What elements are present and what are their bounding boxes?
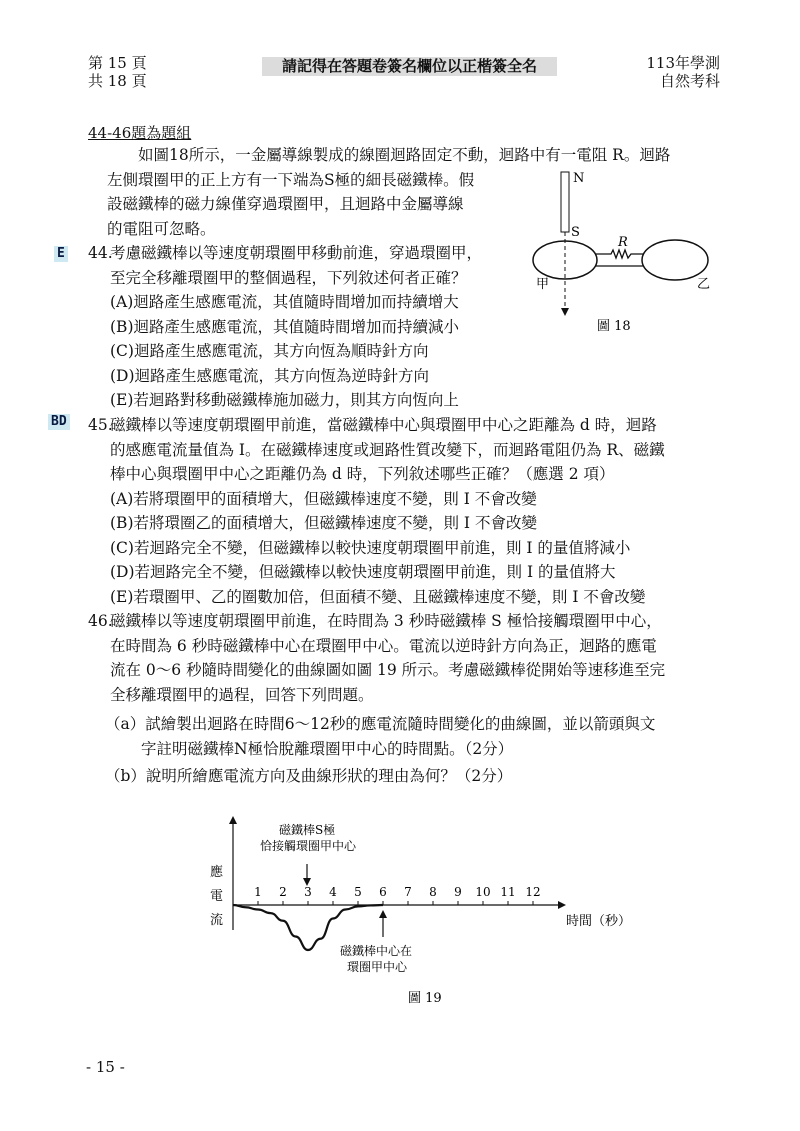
stem-line: 磁鐵棒以等速度朝環圈甲前進，當磁鐵棒中心與環圈甲中心之距離為 d 時，迴路 bbox=[110, 416, 657, 434]
stem-line: 磁鐵棒以等速度朝環圈甲前進，在時間為 3 秒時磁鐵棒 S 極恰接觸環圈甲中心， bbox=[110, 612, 662, 630]
x-tick-label: 7 bbox=[404, 885, 412, 899]
annot-top-line1: 磁鐵棒S極 bbox=[279, 823, 336, 837]
page-indicator bbox=[88, 54, 147, 90]
x-tick-label: 9 bbox=[454, 885, 462, 899]
question-46-part-a bbox=[105, 712, 730, 761]
option-b: (B)迴路產生感應電流，其值隨時間增加而持續減小 bbox=[110, 317, 459, 336]
exam-subject: 自然考科 bbox=[659, 72, 720, 90]
stem-line: 棒中心與環圈甲中心之距離仍為 d 時，下列敘述哪些正確？（應選 2 項） bbox=[110, 465, 615, 483]
loop-jia-label: 甲 bbox=[536, 277, 550, 292]
option-e: (E)若迴路對移動磁鐵棒施加磁力，則其方向恆向上 bbox=[110, 391, 459, 409]
options-list bbox=[88, 487, 728, 610]
page-number: - 15 - bbox=[86, 1058, 125, 1076]
options-list bbox=[88, 290, 508, 413]
signature-reminder: 請記得在答題卷簽名欄位以正楷簽全名 bbox=[262, 57, 557, 76]
x-tick-label: 3 bbox=[304, 885, 312, 899]
x-tick-label: 8 bbox=[429, 885, 437, 899]
option-c: (C)若迴路完全不變，但磁鐵棒以較快速度朝環圈甲前進，則 I 的量值將減小 bbox=[110, 538, 631, 557]
x-tick-label: 10 bbox=[475, 885, 491, 899]
question-46-part-b bbox=[105, 764, 730, 789]
x-tick-labels bbox=[254, 885, 540, 905]
question-44 bbox=[88, 241, 508, 413]
y-axis-label-char: 流 bbox=[210, 913, 224, 928]
option-d: (D)若迴路完全不變，但磁鐵棒以較快速度朝環圈甲前進，則 I 的量值將大 bbox=[110, 563, 616, 581]
loop-yi bbox=[642, 240, 708, 280]
option-a: (A)若將環圈甲的面積增大，但磁鐵棒速度不變，則 I 不會改變 bbox=[110, 489, 537, 508]
x-tick-label: 2 bbox=[279, 885, 287, 899]
intro-line: 的電阻可忽略。 bbox=[107, 219, 216, 238]
question-stem bbox=[88, 413, 728, 487]
question-number: 46. bbox=[88, 612, 113, 630]
annot-top-line2: 恰接觸環圈甲中心 bbox=[260, 839, 357, 853]
x-tick-label: 4 bbox=[329, 885, 337, 899]
question-stem bbox=[88, 241, 508, 290]
option-a: (A)迴路產生感應電流，其值隨時間增加而持續增大 bbox=[110, 293, 459, 311]
option-b: (B)若將環圈乙的面積增大，但磁鐵棒速度不變，則 I 不會改變 bbox=[110, 514, 537, 532]
annot-bottom-line1: 磁鐵棒中心在 bbox=[340, 944, 413, 958]
x-tick-label: 12 bbox=[525, 885, 541, 899]
y-axis-label-char: 應 bbox=[210, 865, 224, 880]
magnet-bar bbox=[561, 172, 569, 232]
figure-19-caption: 圖 19 bbox=[408, 991, 442, 1006]
x-axis-arrow-icon bbox=[558, 901, 566, 909]
stem-line: 流在 0～6 秒隨時間變化的曲線圖如圖 19 所示。考慮磁鐵棒從開始等速移進至完 bbox=[110, 661, 666, 679]
x-tick-label: 11 bbox=[500, 885, 516, 899]
option-c: (C)迴路產生感應電流，其方向恆為順時針方向 bbox=[110, 342, 429, 360]
option-d: (D)迴路產生感應電流，其方向恆為逆時針方向 bbox=[110, 366, 430, 385]
answer-badge-45: BD bbox=[48, 414, 70, 430]
group-label: 44-46題為題組 bbox=[88, 124, 192, 142]
x-axis-label: 時間（秒） bbox=[566, 914, 632, 929]
resistor-label: R bbox=[618, 235, 628, 250]
stem-line: 至完全移離環圈甲的整個過程，下列敘述何者正確？ bbox=[110, 268, 467, 287]
answer-badge-44: E bbox=[54, 246, 68, 262]
question-number: 44. bbox=[88, 244, 113, 262]
stem-line: 考慮磁鐵棒以等速度朝環圈甲移動前進，穿過環圈甲， bbox=[110, 244, 483, 262]
part-a-line: （a）試繪製出迴路在時間6～12秒的應電流隨時間變化的曲線圖，並以箭頭與文 bbox=[105, 715, 656, 733]
stem-line: 的感應電流量值為 I。在磁鐵棒速度或迴路性質改變下，而迴路電阻仍為 R、磁鐵 bbox=[110, 440, 665, 459]
exam-year: 113年學測 bbox=[646, 54, 720, 72]
part-a-line: 字註明磁鐵棒N極恰脫離環圈甲中心的時間點。（2分） bbox=[141, 739, 514, 758]
question-number: 45. bbox=[88, 416, 113, 434]
intro-line: 如圖18所示，一金屬導線製成的線圈迴路固定不動，迴路中有一電阻 R。迴路 bbox=[138, 146, 671, 164]
figure-18-caption: 圖 18 bbox=[597, 319, 631, 334]
stem-line: 在時間為 6 秒時磁鐵棒中心在環圈甲中心。電流以逆時針方向為正，迴路的應電 bbox=[110, 636, 657, 655]
figure-18 bbox=[525, 168, 725, 338]
question-45 bbox=[88, 413, 728, 609]
annot-bottom-line2: 環圈甲中心 bbox=[347, 960, 408, 974]
x-tick-label: 1 bbox=[254, 885, 262, 899]
x-tick-label: 5 bbox=[354, 885, 362, 899]
question-46 bbox=[88, 609, 728, 707]
magnet-s-label: S bbox=[571, 225, 580, 240]
exam-indicator bbox=[646, 54, 720, 90]
magnet-n-label: N bbox=[573, 171, 585, 186]
x-tick-label: 6 bbox=[379, 885, 387, 899]
question-stem bbox=[88, 609, 728, 707]
stem-line: 全移離環圈甲的過程，回答下列問題。 bbox=[110, 685, 374, 704]
up-arrow-icon bbox=[379, 910, 387, 918]
page-total: 共 18 頁 bbox=[88, 72, 147, 90]
figure-19 bbox=[200, 812, 650, 1012]
connector-wire bbox=[595, 250, 643, 266]
page-current: 第 15 頁 bbox=[88, 54, 147, 72]
intro-line: 左側環圈甲的正上方有一下端為S極的細長磁鐵棒。假 bbox=[107, 170, 475, 189]
part-b-line: （b）說明所繪應電流方向及曲線形狀的理由為何？（2分） bbox=[105, 767, 513, 785]
y-axis-label-char: 電 bbox=[210, 889, 224, 904]
option-e: (E)若環圈甲、乙的圈數加倍，但面積不變、且磁鐵棒速度不變，則 I 不會改變 bbox=[110, 587, 646, 606]
down-arrow-icon bbox=[561, 308, 569, 316]
loop-yi-label: 乙 bbox=[697, 277, 711, 292]
intro-line: 設磁鐵棒的磁力線僅穿過環圈甲，且迴路中金屬導線 bbox=[107, 195, 464, 213]
y-axis-arrow-icon bbox=[229, 816, 237, 824]
